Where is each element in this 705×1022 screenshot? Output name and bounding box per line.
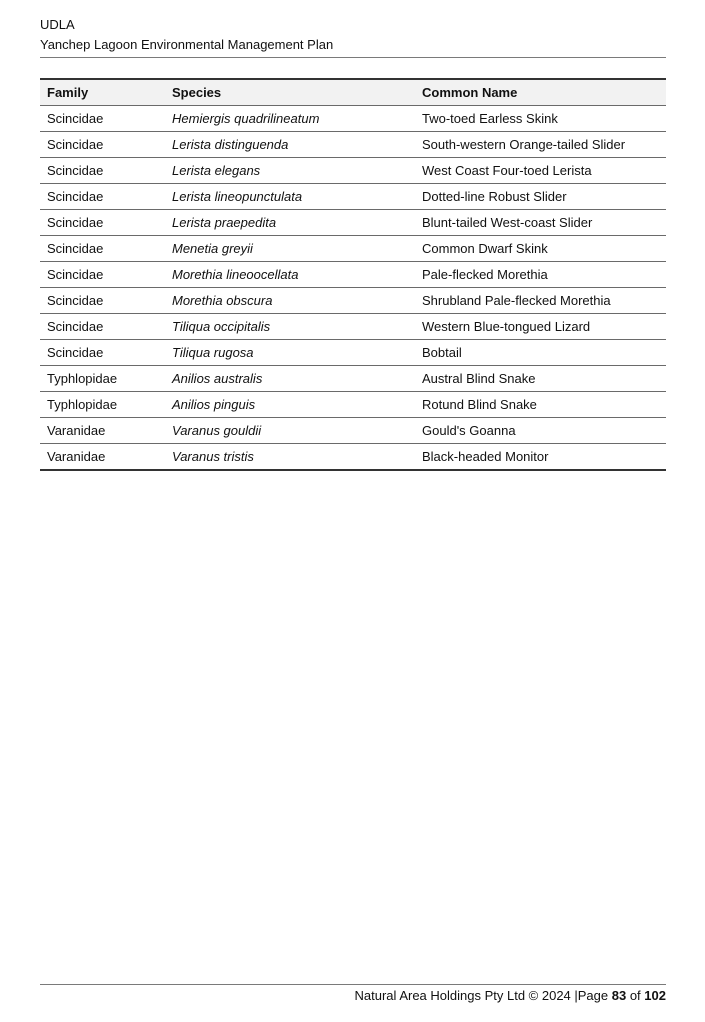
species-table <box>40 78 666 471</box>
family-cell: Scincidae <box>40 314 165 340</box>
table-row <box>40 288 666 314</box>
family-cell: Scincidae <box>40 288 165 314</box>
table-row <box>40 158 666 184</box>
table-row <box>40 314 666 340</box>
family-cell: Scincidae <box>40 236 165 262</box>
column-header-family: Family <box>40 79 165 106</box>
common-name-cell: Blunt-tailed West-coast Slider <box>415 210 666 236</box>
species-cell: Tiliqua rugosa <box>165 340 415 366</box>
species-cell: Tiliqua occipitalis <box>165 314 415 340</box>
common-name-cell: West Coast Four-toed Lerista <box>415 158 666 184</box>
common-name-cell: Rotund Blind Snake <box>415 392 666 418</box>
species-cell: Anilios pinguis <box>165 392 415 418</box>
page-footer <box>355 987 666 1005</box>
species-cell: Morethia lineoocellata <box>165 262 415 288</box>
table-row <box>40 392 666 418</box>
table-row <box>40 366 666 392</box>
table-body <box>40 106 666 471</box>
family-cell: Scincidae <box>40 106 165 132</box>
table-row <box>40 444 666 471</box>
family-cell: Scincidae <box>40 158 165 184</box>
species-cell: Hemiergis quadrilineatum <box>165 106 415 132</box>
family-cell: Typhlopidae <box>40 392 165 418</box>
family-cell: Scincidae <box>40 132 165 158</box>
table-row <box>40 340 666 366</box>
common-name-cell: South-western Orange-tailed Slider <box>415 132 666 158</box>
header-divider <box>40 57 666 58</box>
common-name-cell: Two-toed Earless Skink <box>415 106 666 132</box>
footer-company: Natural Area Holdings Pty Ltd © 2024 |Page <box>354 988 612 1003</box>
table-row <box>40 132 666 158</box>
table-row <box>40 184 666 210</box>
common-name-cell: Black-headed Monitor <box>415 444 666 471</box>
species-cell: Varanus gouldii <box>165 418 415 444</box>
family-cell: Scincidae <box>40 184 165 210</box>
header-org: UDLA <box>40 17 75 32</box>
common-name-cell: Dotted-line Robust Slider <box>415 184 666 210</box>
species-cell: Varanus tristis <box>165 444 415 471</box>
common-name-cell: Western Blue-tongued Lizard <box>415 314 666 340</box>
table-row <box>40 210 666 236</box>
footer-page-number: 83 <box>611 988 627 1003</box>
species-cell: Morethia obscura <box>165 288 415 314</box>
family-cell: Typhlopidae <box>40 366 165 392</box>
footer-of: of <box>626 988 645 1003</box>
header-document-title: Yanchep Lagoon Environmental Management Plan <box>40 37 334 52</box>
common-name-cell: Gould's Goanna <box>415 418 666 444</box>
species-cell: Lerista distinguenda <box>165 132 415 158</box>
family-cell: Varanidae <box>40 444 165 471</box>
footer-divider <box>40 984 666 985</box>
table-header-row <box>40 79 666 106</box>
table-row <box>40 418 666 444</box>
common-name-cell: Austral Blind Snake <box>415 366 666 392</box>
species-cell: Lerista praepedita <box>165 210 415 236</box>
page-header <box>40 15 666 55</box>
family-cell: Varanidae <box>40 418 165 444</box>
family-cell: Scincidae <box>40 340 165 366</box>
species-cell: Menetia greyii <box>165 236 415 262</box>
column-header-species: Species <box>165 79 415 106</box>
common-name-cell: Pale-flecked Morethia <box>415 262 666 288</box>
table-row <box>40 236 666 262</box>
species-cell: Lerista lineopunctulata <box>165 184 415 210</box>
family-cell: Scincidae <box>40 210 165 236</box>
common-name-cell: Common Dwarf Skink <box>415 236 666 262</box>
species-cell: Anilios australis <box>165 366 415 392</box>
common-name-cell: Bobtail <box>415 340 666 366</box>
family-cell: Scincidae <box>40 262 165 288</box>
column-header-common-name: Common Name <box>415 79 666 106</box>
species-cell: Lerista elegans <box>165 158 415 184</box>
table-row <box>40 262 666 288</box>
table-row <box>40 106 666 132</box>
common-name-cell: Shrubland Pale-flecked Morethia <box>415 288 666 314</box>
footer-page-total: 102 <box>644 988 666 1003</box>
